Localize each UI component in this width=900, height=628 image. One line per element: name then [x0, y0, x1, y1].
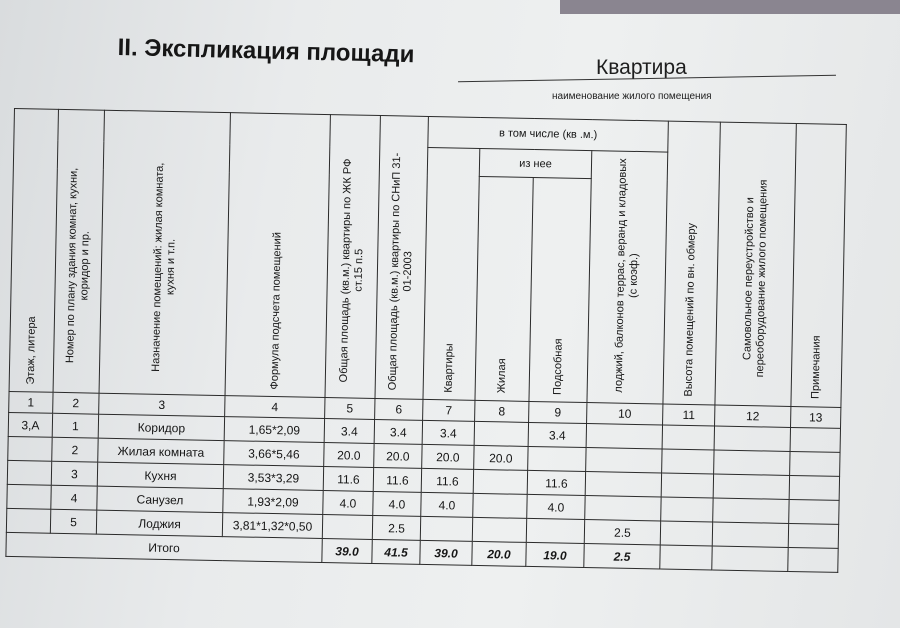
- col-num: 2: [53, 392, 99, 414]
- col-num: 9: [529, 401, 587, 423]
- col-num: 7: [423, 399, 475, 421]
- col-num: 13: [791, 406, 841, 428]
- cell-aux: [528, 446, 586, 471]
- total-apt: 39.0: [420, 540, 472, 565]
- cell-apt: 11.6: [421, 468, 473, 493]
- header-floor: Этаж, литера: [9, 109, 58, 393]
- total-living: 20.0: [472, 541, 526, 566]
- cell-notes: [788, 523, 838, 548]
- header-formula: Формула подсчета помещений: [225, 113, 330, 398]
- cell-loggia: [586, 424, 662, 449]
- total-notes: [788, 547, 838, 572]
- header-living: Жилая: [475, 177, 533, 402]
- cell-height: [662, 449, 714, 474]
- total-aux: 19.0: [526, 542, 584, 567]
- cell-num: 5: [50, 509, 96, 534]
- total-loggia: 2.5: [584, 544, 660, 569]
- cell-area-snip: 2.5: [372, 515, 420, 540]
- header-room-number: Номер по плану здания комнат, кухни, коридор и пр.: [53, 109, 104, 393]
- header-notes: Примечания: [791, 124, 846, 408]
- cell-height: [660, 521, 712, 546]
- cell-num: 1: [52, 413, 98, 438]
- cell-living: 20.0: [474, 445, 528, 470]
- cell-apt: 20.0: [422, 444, 474, 469]
- explication-table-wrap: [5, 108, 846, 618]
- header-height: Высота помещений по вн. обмеру: [663, 121, 720, 405]
- cell-floor: [6, 508, 50, 533]
- total-height: [660, 545, 712, 570]
- cell-unauthorized: [714, 426, 790, 451]
- premises-type: Квартира: [596, 56, 687, 79]
- cell-area-snip: 11.6: [373, 467, 421, 492]
- cell-name: Коридор: [98, 414, 224, 440]
- cell-num: 4: [51, 485, 97, 510]
- cell-loggia: [585, 472, 661, 497]
- cell-loggia: [585, 496, 661, 521]
- cell-floor: 3,А: [8, 412, 52, 437]
- cell-unauthorized: [713, 498, 789, 523]
- cell-height: [661, 497, 713, 522]
- cell-unauthorized: [714, 450, 790, 475]
- header-including-group: в том числе (кв .м.): [428, 116, 669, 152]
- total-label: Итого: [6, 532, 322, 562]
- col-num: 6: [375, 398, 423, 420]
- col-num: 1: [9, 391, 53, 413]
- cell-area-zk: [322, 515, 372, 540]
- cell-loggia: [586, 448, 662, 473]
- header-unauthorized: Самовольное переустройство и переоборудование жилого помещения: [715, 122, 796, 406]
- header-apartment: Квартиры: [423, 147, 480, 400]
- cell-area-snip: 20.0: [374, 443, 422, 468]
- cell-aux: 4.0: [527, 494, 585, 519]
- cell-floor: [7, 484, 51, 509]
- cell-living: [473, 493, 527, 518]
- header-loggia: лоджий, балконов террас, веранд и кладовых (с коэф.): [587, 151, 668, 404]
- cell-formula: 3,81*1,32*0,50: [222, 513, 322, 539]
- total-unauthorized: [712, 546, 788, 571]
- cell-area-snip: 4.0: [373, 491, 421, 516]
- cell-formula: 3,53*3,29: [223, 465, 323, 491]
- cell-formula: 1,93*2,09: [223, 489, 323, 515]
- cell-area-zk: 11.6: [323, 467, 373, 492]
- cell-formula: 3,66*5,46: [224, 441, 324, 467]
- cell-aux: [526, 518, 584, 543]
- cell-unauthorized: [713, 474, 789, 499]
- cell-num: 3: [51, 461, 97, 486]
- cell-notes: [789, 499, 839, 524]
- cell-aux: 11.6: [527, 470, 585, 495]
- header-area-zk: Общая площадь (кв.м.) квартиры по ЖК РФ ст.15 п.5: [325, 115, 380, 399]
- cell-apt: [420, 516, 472, 541]
- total-area-snip: 41.5: [372, 539, 420, 564]
- col-num: 11: [663, 404, 715, 426]
- cell-notes: [790, 451, 840, 476]
- cell-floor: [7, 460, 51, 485]
- background-edge: [560, 0, 900, 14]
- header-purpose: Назначение помещений: жилая комната, кухня и т.п.: [99, 110, 230, 395]
- col-num: 8: [475, 400, 529, 422]
- cell-height: [662, 425, 714, 450]
- col-num: 4: [225, 396, 325, 419]
- header-auxiliary: Подсобная: [529, 178, 591, 403]
- cell-notes: [790, 427, 840, 452]
- cell-apt: 4.0: [421, 492, 473, 517]
- cell-aux: 3.4: [528, 422, 586, 447]
- cell-area-zk: 4.0: [323, 491, 373, 516]
- cell-area-snip: 3.4: [374, 419, 422, 444]
- cell-unauthorized: [712, 522, 788, 547]
- col-num: 5: [325, 398, 375, 420]
- cell-apt: 3.4: [422, 420, 474, 445]
- cell-num: 2: [52, 437, 98, 462]
- premises-caption: наименование жилого помещения: [552, 91, 712, 102]
- cell-name: Санузел: [97, 486, 223, 512]
- cell-living: [473, 469, 527, 494]
- cell-name: Кухня: [97, 462, 223, 488]
- total-area-zk: 39.0: [322, 538, 372, 563]
- header-area-snip: Общая площадь (кв.м.) квартиры по СНиП 31-01-2003: [375, 116, 428, 400]
- cell-name: Жилая комната: [98, 438, 224, 464]
- cell-floor: [8, 436, 52, 461]
- cell-name: Лоджия: [96, 510, 222, 536]
- cell-area-zk: 20.0: [324, 443, 374, 468]
- cell-living: [472, 517, 526, 542]
- col-num: 3: [99, 393, 225, 416]
- cell-height: [661, 473, 713, 498]
- cell-living: [474, 421, 528, 446]
- page-title: II. Экспликация площади: [117, 34, 415, 69]
- col-num: 10: [587, 403, 663, 425]
- cell-notes: [789, 475, 839, 500]
- header-of-which: из нее: [479, 148, 592, 179]
- cell-area-zk: 3.4: [324, 419, 374, 444]
- col-num: 12: [715, 405, 791, 427]
- explication-table: [5, 108, 847, 573]
- cell-loggia: 2.5: [584, 520, 660, 545]
- cell-formula: 1,65*2,09: [224, 417, 324, 443]
